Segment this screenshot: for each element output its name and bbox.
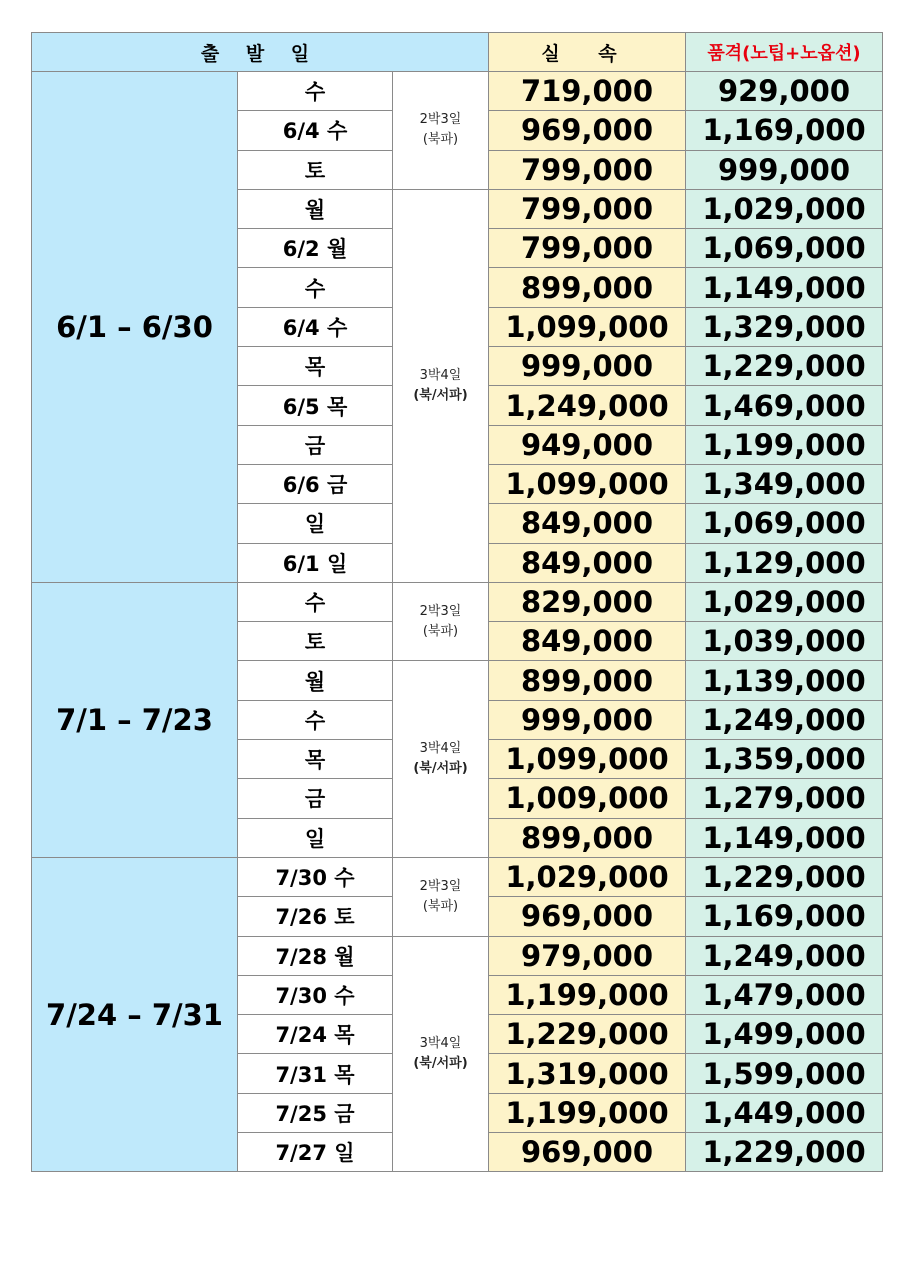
- departure-day: 7/30 수: [238, 975, 393, 1014]
- duration-label: 3박4일: [419, 1035, 462, 1051]
- departure-day: 7/25 금: [238, 1093, 393, 1132]
- real-price: 799,000: [489, 150, 686, 189]
- departure-day: 수: [238, 268, 393, 307]
- table-row: [32, 582, 883, 621]
- premium-price: 1,149,000: [686, 818, 883, 857]
- departure-day: 6/4 수: [238, 307, 393, 346]
- premium-price: 1,279,000: [686, 779, 883, 818]
- period-label: 6/1 – 6/30: [32, 72, 238, 583]
- departure-day: 6/5 목: [238, 386, 393, 425]
- route-label: (북/서파): [413, 387, 468, 403]
- real-price: 1,249,000: [489, 386, 686, 425]
- real-price: 969,000: [489, 111, 686, 150]
- departure-day: 토: [238, 150, 393, 189]
- departure-day: 일: [238, 504, 393, 543]
- real-price: 1,099,000: [489, 740, 686, 779]
- premium-price: 1,359,000: [686, 740, 883, 779]
- premium-price: 1,469,000: [686, 386, 883, 425]
- departure-day: 7/26 토: [238, 897, 393, 936]
- header-real-value: 실 속: [489, 33, 686, 72]
- departure-day: 6/4 수: [238, 111, 393, 150]
- departure-day: 월: [238, 189, 393, 228]
- real-price: 1,029,000: [489, 857, 686, 896]
- real-price: 1,009,000: [489, 779, 686, 818]
- premium-price: 999,000: [686, 150, 883, 189]
- real-price: 799,000: [489, 229, 686, 268]
- departure-day: 금: [238, 425, 393, 464]
- premium-price: 1,599,000: [686, 1054, 883, 1093]
- table-row: [32, 857, 883, 896]
- departure-day: 6/6 금: [238, 464, 393, 503]
- real-price: 979,000: [489, 936, 686, 975]
- departure-day: 7/28 월: [238, 936, 393, 975]
- duration-cell: [393, 582, 489, 661]
- price-table: [31, 32, 883, 1172]
- real-price: 999,000: [489, 700, 686, 739]
- premium-price: 1,069,000: [686, 504, 883, 543]
- premium-price: 1,229,000: [686, 347, 883, 386]
- route-label: (북파): [422, 898, 459, 914]
- premium-price: 1,449,000: [686, 1093, 883, 1132]
- departure-day: 수: [238, 582, 393, 621]
- real-price: 969,000: [489, 1133, 686, 1172]
- departure-day: 토: [238, 622, 393, 661]
- header-premium: 품격(노팁+노옵션): [686, 33, 883, 72]
- premium-price: 1,229,000: [686, 1133, 883, 1172]
- departure-day: 수: [238, 700, 393, 739]
- departure-day: 금: [238, 779, 393, 818]
- real-price: 849,000: [489, 543, 686, 582]
- real-price: 899,000: [489, 268, 686, 307]
- real-price: 719,000: [489, 72, 686, 111]
- premium-price: 1,029,000: [686, 582, 883, 621]
- premium-price: 1,139,000: [686, 661, 883, 700]
- duration-cell: [393, 661, 489, 857]
- premium-price: 929,000: [686, 72, 883, 111]
- route-label: (북/서파): [413, 1055, 468, 1071]
- real-price: 949,000: [489, 425, 686, 464]
- duration-label: 2박3일: [419, 603, 462, 619]
- duration-label: 2박3일: [419, 878, 462, 894]
- departure-day: 7/27 일: [238, 1133, 393, 1172]
- departure-day: 월: [238, 661, 393, 700]
- real-price: 1,099,000: [489, 464, 686, 503]
- departure-day: 7/30 수: [238, 857, 393, 896]
- premium-price: 1,229,000: [686, 857, 883, 896]
- premium-price: 1,169,000: [686, 111, 883, 150]
- route-label: (북/서파): [413, 761, 468, 777]
- premium-price: 1,149,000: [686, 268, 883, 307]
- price-table-body: [32, 72, 883, 1172]
- real-price: 999,000: [489, 347, 686, 386]
- departure-day: 7/31 목: [238, 1054, 393, 1093]
- real-price: 899,000: [489, 661, 686, 700]
- header-departure-date: 출 발 일: [32, 33, 489, 72]
- real-price: 829,000: [489, 582, 686, 621]
- duration-cell: [393, 857, 489, 936]
- duration-label: 3박4일: [419, 367, 462, 383]
- real-price: 899,000: [489, 818, 686, 857]
- real-price: 849,000: [489, 504, 686, 543]
- premium-price: 1,249,000: [686, 700, 883, 739]
- premium-price: 1,199,000: [686, 425, 883, 464]
- table-row: [32, 72, 883, 111]
- real-price: 1,199,000: [489, 975, 686, 1014]
- duration-cell: [393, 189, 489, 582]
- departure-day: 목: [238, 347, 393, 386]
- duration-label: 2박3일: [419, 112, 462, 128]
- real-price: 1,199,000: [489, 1093, 686, 1132]
- duration-cell: [393, 72, 489, 190]
- real-price: 799,000: [489, 189, 686, 228]
- period-label: 7/1 – 7/23: [32, 582, 238, 857]
- duration-label: 3박4일: [419, 741, 462, 757]
- premium-price: 1,069,000: [686, 229, 883, 268]
- departure-day: 7/24 목: [238, 1015, 393, 1054]
- real-price: 1,319,000: [489, 1054, 686, 1093]
- premium-price: 1,039,000: [686, 622, 883, 661]
- real-price: 969,000: [489, 897, 686, 936]
- departure-day: 목: [238, 740, 393, 779]
- premium-price: 1,499,000: [686, 1015, 883, 1054]
- premium-price: 1,479,000: [686, 975, 883, 1014]
- premium-price: 1,029,000: [686, 189, 883, 228]
- premium-price: 1,169,000: [686, 897, 883, 936]
- premium-price: 1,349,000: [686, 464, 883, 503]
- departure-day: 6/2 월: [238, 229, 393, 268]
- departure-day: 6/1 일: [238, 543, 393, 582]
- premium-price: 1,329,000: [686, 307, 883, 346]
- real-price: 1,229,000: [489, 1015, 686, 1054]
- premium-price: 1,129,000: [686, 543, 883, 582]
- period-label: 7/24 – 7/31: [32, 857, 238, 1171]
- duration-cell: [393, 936, 489, 1172]
- real-price: 849,000: [489, 622, 686, 661]
- departure-day: 일: [238, 818, 393, 857]
- premium-price: 1,249,000: [686, 936, 883, 975]
- route-label: (북파): [422, 132, 459, 148]
- departure-day: 수: [238, 72, 393, 111]
- real-price: 1,099,000: [489, 307, 686, 346]
- route-label: (북파): [422, 623, 459, 639]
